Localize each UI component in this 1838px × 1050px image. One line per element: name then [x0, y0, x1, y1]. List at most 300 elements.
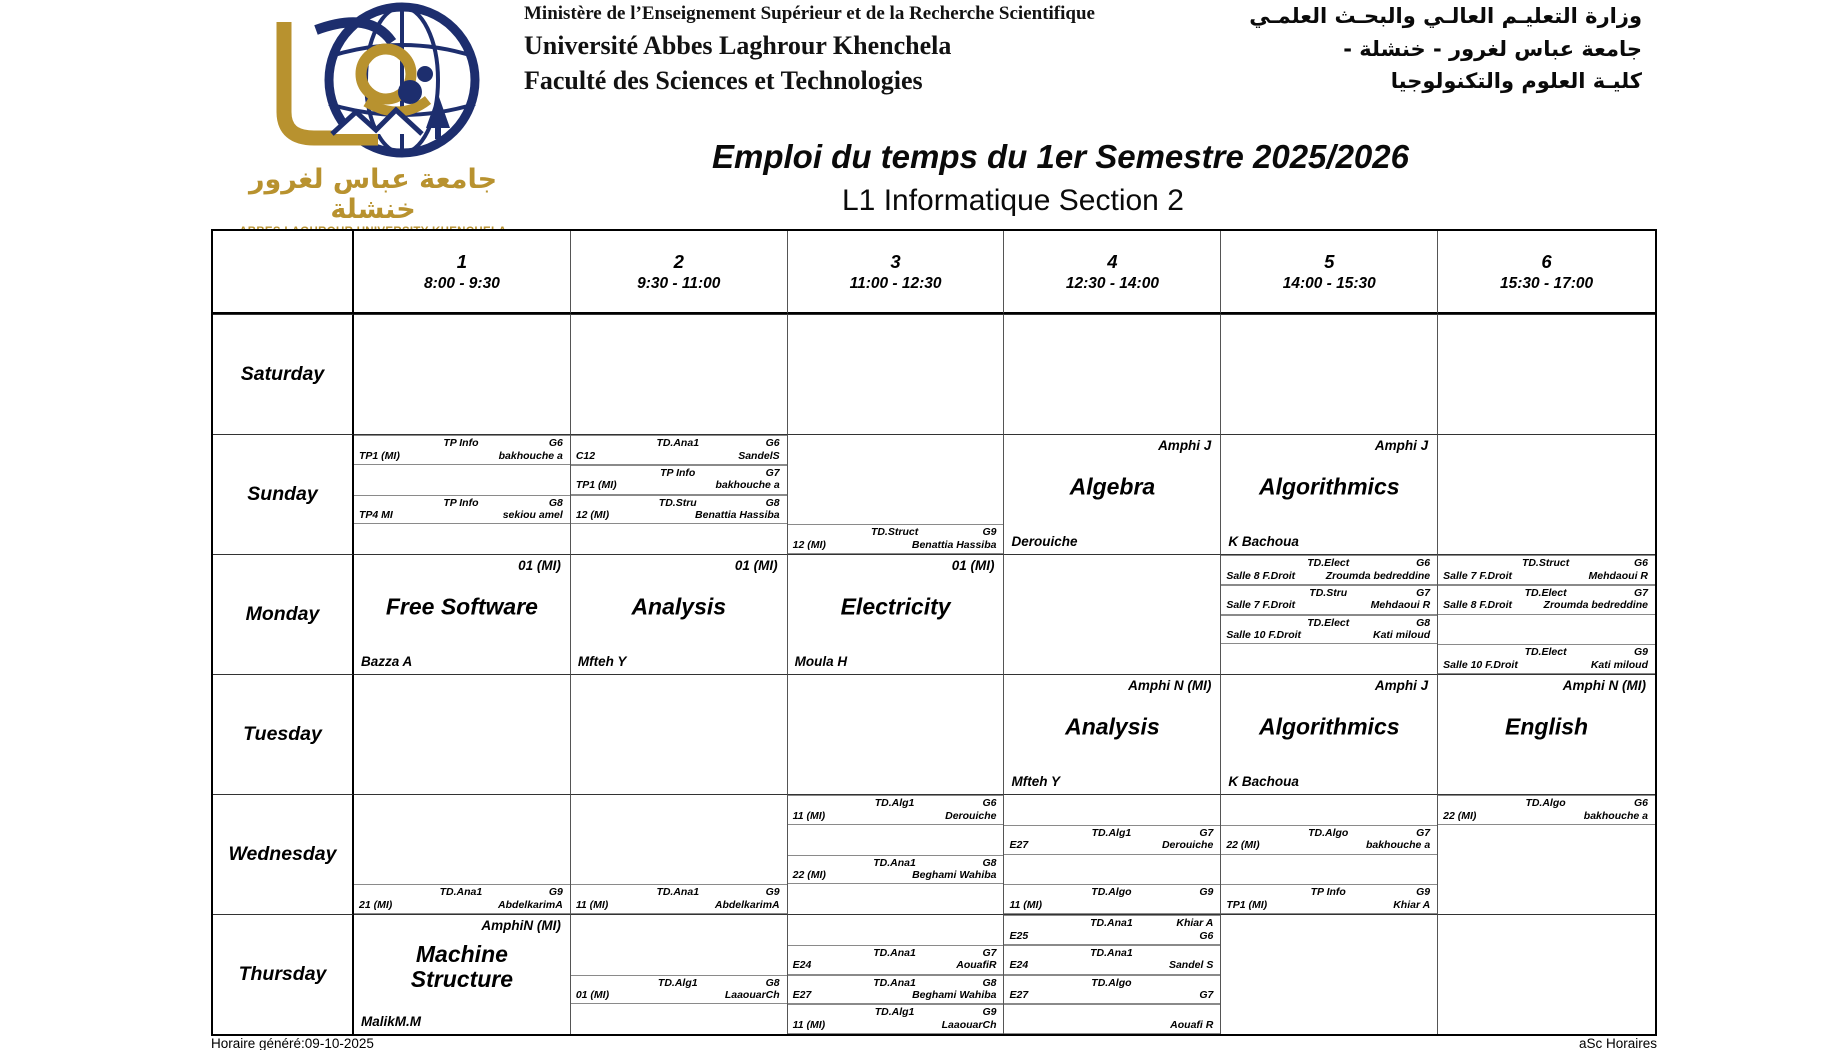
mini-room-label: Salle 7 F.Droit: [1226, 599, 1296, 612]
mini-teacher-label: SandelS: [738, 449, 780, 462]
mini-subject-label: TD.Elect: [1524, 586, 1567, 599]
mini-teacher-label: AouafiR: [956, 959, 997, 972]
class-block: [1438, 555, 1655, 585]
mini-group-label: G9: [1416, 886, 1431, 899]
mini-group-label: G7: [982, 946, 997, 959]
class-block-bottom-line: [1443, 570, 1648, 582]
class-block-bottom-line: [1443, 599, 1648, 611]
mini-teacher-label: Derouiche: [1161, 839, 1214, 852]
logo-caption-arabic: جامعة عباس لغرور خنشلة: [248, 164, 498, 225]
mini-teacher-label: AbdelkarimA: [498, 898, 563, 911]
mini-teacher-label: Zroumda bedreddine: [1543, 599, 1648, 612]
room-label: Amphi J: [1374, 438, 1429, 453]
class-block: [571, 884, 787, 914]
cell-monday-p5: [1221, 554, 1438, 674]
class-block-top-line: [1009, 947, 1213, 959]
room-label: Amphi J: [1374, 678, 1429, 693]
class-block-top-line: [1443, 646, 1648, 658]
day-label-saturday: Saturday: [213, 314, 354, 434]
teacher-label: K Bachoua: [1228, 774, 1299, 789]
class-block: [1438, 644, 1655, 674]
mini-group-label: [1133, 947, 1214, 959]
cell-tuesday-p3: [788, 674, 1005, 794]
class-block-top-line: [1443, 797, 1648, 809]
class-block: [1221, 884, 1437, 914]
period-number: 6: [1541, 250, 1552, 272]
mini-teacher-label: bakhouche a: [715, 479, 780, 492]
mini-subject-label: TD.Ana1: [1090, 946, 1133, 959]
corner-cell: [213, 231, 354, 314]
class-block: [788, 855, 1004, 885]
cell-wednesday-p6: [1438, 794, 1655, 914]
mini-group-label: G8: [982, 976, 997, 989]
class-block-bottom-line: [359, 450, 563, 462]
period-header-3: [788, 231, 1005, 314]
mini-group-label: G6: [1416, 557, 1431, 569]
cell-thursday-p3: [788, 914, 1005, 1034]
class-block: [788, 945, 1004, 975]
mini-room-label: E27: [1009, 989, 1029, 1002]
mini-room-label: E27: [1009, 839, 1029, 852]
cell-saturday-p6: [1438, 314, 1655, 434]
class-block-bottom-line: [1226, 629, 1430, 641]
mini-group-label: G6: [1633, 557, 1648, 569]
class-block-top-line: [1226, 827, 1430, 839]
period-header-1: [354, 231, 571, 314]
mini-group-label: G9: [1633, 646, 1648, 659]
mini-room-label: 12 (MI): [792, 538, 826, 551]
day-label-thursday: Thursday: [213, 914, 354, 1034]
class-block-top-line: [359, 437, 563, 449]
mini-subject-label: TP Info: [443, 496, 479, 509]
class-block-top-line: [1226, 617, 1430, 629]
institution-header-ar: [1172, 0, 1642, 98]
mini-room-label: TP4 MI: [359, 509, 393, 522]
day-label-tuesday: Tuesday: [213, 674, 354, 794]
cell-sunday-p3: [788, 434, 1005, 554]
mini-room-label: Salle 8 F.Droit: [1226, 569, 1296, 582]
mini-group-label: G8: [548, 496, 563, 509]
mini-group-label: G9: [982, 1006, 997, 1019]
class-block-bottom-line: [576, 989, 780, 1001]
university-name-fr: Université Abbes Laghrour Khenchela: [524, 30, 952, 60]
class-block: [1004, 945, 1220, 975]
class-block-top-line: [1443, 557, 1648, 569]
mini-group-label: G7: [1416, 586, 1431, 599]
class-block-bottom-line: [793, 869, 997, 881]
period-time: 15:30 - 17:00: [1500, 274, 1594, 292]
mini-room-label: 22 (MI): [792, 869, 826, 882]
mini-group-label: [1132, 977, 1214, 989]
cell-sunday-p6: [1438, 434, 1655, 554]
mini-teacher-label: Derouiche: [945, 809, 997, 822]
teacher-label: MalikM.M: [361, 1014, 422, 1029]
mini-teacher-label: Beghami Wahiba: [912, 869, 997, 882]
mini-group-label: G6: [1633, 797, 1648, 809]
class-block: [788, 524, 1004, 554]
mini-group-label: G9: [765, 886, 780, 899]
class-block-top-line: [793, 1006, 997, 1018]
class-block: [354, 495, 570, 525]
cell-thursday-p5: [1221, 914, 1438, 1034]
cell-monday-p1: [354, 554, 571, 674]
mini-subject-label: TD.Ana1: [656, 886, 700, 899]
mini-teacher-label: Benattia Hassiba: [911, 538, 997, 551]
class-block: [788, 795, 1004, 825]
class-block-bottom-line: [576, 899, 780, 911]
teacher-label: K Bachoua: [1228, 534, 1299, 549]
cell-monday-p4: [1004, 554, 1221, 674]
class-block-top-line: [793, 797, 997, 809]
mini-teacher-label: Zroumda bedreddine: [1325, 569, 1431, 582]
mini-teacher-label: Beghami Wahiba: [912, 989, 997, 1002]
period-time: 11:00 - 12:30: [849, 274, 942, 292]
class-block-bottom-line: [1009, 959, 1213, 971]
cell-tuesday-p6: [1438, 674, 1655, 794]
class-block-bottom-line: [793, 539, 997, 551]
class-block-bottom-line: [793, 959, 997, 971]
faculty-name-fr: Faculté des Sciences et Technologies: [524, 66, 923, 96]
mini-teacher-label: Mehdaoui R: [1370, 599, 1431, 612]
period-time: 9:30 - 11:00: [637, 274, 721, 292]
university-logo: [220, 0, 526, 238]
mini-group-label: G9: [982, 526, 997, 539]
subject-label: Free Software: [385, 593, 538, 620]
cell-wednesday-p2: [571, 794, 788, 914]
mini-subject-label: TD.Stru: [1309, 586, 1348, 599]
university-logo-icon: [220, 0, 526, 168]
cell-sunday-p4: [1004, 434, 1221, 554]
day-label-wednesday: Wednesday: [213, 794, 354, 914]
institution-header-fr: [524, 2, 1244, 98]
class-block-top-line: [1226, 886, 1430, 898]
mini-subject-label: TD.Elect: [1307, 616, 1350, 629]
period-header-2: [571, 231, 788, 314]
teacher-label: Derouiche: [1011, 534, 1078, 549]
class-block-bottom-line: [576, 450, 780, 462]
mini-teacher-label: bakhouche a: [498, 449, 563, 462]
mini-room-label: 22 (MI): [1226, 839, 1260, 852]
period-time: 12:30 - 14:00: [1065, 274, 1159, 292]
cell-tuesday-p2: [571, 674, 788, 794]
cell-saturday-p3: [788, 314, 1005, 434]
class-block-top-line: [793, 977, 997, 989]
generated-date-label: Horaire généré:09-10-2025: [211, 1036, 374, 1050]
room-label: 01 (MI): [951, 558, 995, 573]
mini-subject-label: TD.Alg1: [874, 797, 915, 809]
cell-thursday-p4: [1004, 914, 1221, 1034]
teacher-label: Moula H: [794, 654, 848, 669]
class-block: [1221, 555, 1437, 585]
period-header-6: [1438, 231, 1655, 314]
class-block: [1438, 585, 1655, 615]
mini-teacher-label: Khiar A: [1393, 898, 1431, 911]
class-block: [788, 1004, 1004, 1034]
class-block-top-line: [576, 886, 780, 898]
cell-monday-p2: [571, 554, 788, 674]
class-block: [1004, 1004, 1220, 1034]
mini-room-label: 12 (MI): [575, 509, 610, 522]
mini-group-label: G6: [548, 437, 563, 449]
class-block-top-line: [1226, 557, 1430, 569]
mini-room-label: 22 (MI): [1443, 809, 1477, 822]
mini-subject-label: TD.Ana1: [873, 856, 916, 869]
mini-subject-label: TD.Ana1: [656, 437, 700, 449]
class-block-bottom-line: [793, 810, 997, 822]
mini-subject-label: TD.Ana1: [873, 976, 916, 989]
cell-saturday-p2: [571, 314, 788, 434]
class-block-top-line: [576, 467, 780, 479]
class-block-bottom-line: [1443, 659, 1648, 671]
mini-group-label: G8: [765, 496, 780, 509]
cell-monday-p6: [1438, 554, 1655, 674]
cell-thursday-p6: [1438, 914, 1655, 1034]
cell-wednesday-p3: [788, 794, 1005, 914]
cell-tuesday-p5: [1221, 674, 1438, 794]
page-title: Emploi du temps du 1er Semestre 2025/2026: [712, 138, 1409, 175]
mini-teacher-label: bakhouche a: [1365, 839, 1431, 852]
room-label: Amphi N (MI): [1128, 678, 1212, 693]
mini-group-label: G6: [765, 437, 780, 449]
mini-room-label: 01 (MI): [575, 989, 610, 1002]
mini-group-label: Khiar A: [1176, 917, 1214, 929]
period-number: 2: [673, 250, 684, 272]
subject-label: Algorithmics: [1258, 713, 1400, 740]
mini-room-label: TP1 (MI): [1226, 898, 1268, 911]
room-label: Amphi J: [1158, 438, 1212, 453]
subject-label: Machine Structure: [410, 941, 514, 993]
mini-group-label: G7: [765, 466, 780, 479]
subject-label: Algebra: [1069, 473, 1156, 500]
class-block: [354, 435, 570, 465]
day-label-monday: Monday: [213, 554, 354, 674]
class-block-top-line: [1009, 886, 1213, 898]
mini-room-label: 11 (MI): [792, 809, 826, 822]
mini-subject-label: TD.Ana1: [873, 946, 916, 959]
cell-wednesday-p5: [1221, 794, 1438, 914]
mini-subject-label: TD.Ana1: [1090, 917, 1133, 929]
class-block: [1221, 615, 1437, 645]
class-block-bottom-line: [359, 899, 563, 911]
mini-room-label: 11 (MI): [575, 898, 609, 911]
class-block: [1221, 585, 1437, 615]
cell-saturday-p4: [1004, 314, 1221, 434]
room-label: AmphiN (MI): [481, 918, 561, 933]
ministry-name-ar: وزارة التعليـم العالـي والبحـث العلمـي: [1249, 4, 1642, 28]
cell-saturday-p1: [354, 314, 571, 434]
class-block-bottom-line: [576, 479, 780, 491]
class-block-bottom-line: [1009, 839, 1213, 851]
period-header-4: [1004, 231, 1221, 314]
subject-label: Analysis: [1065, 713, 1160, 740]
class-block-bottom-line: [576, 509, 780, 521]
mini-subject-label: TP Info: [660, 466, 696, 479]
mini-group-label: G7: [1416, 826, 1431, 839]
period-number: 1: [456, 250, 468, 272]
mini-room-label: 11 (MI): [1009, 898, 1042, 911]
period-time: 14:00 - 15:30: [1282, 274, 1376, 292]
class-block: [571, 465, 787, 495]
mini-room-label: 11 (MI): [792, 1018, 826, 1031]
class-block-bottom-line: [1009, 1019, 1213, 1031]
class-block: [571, 495, 787, 525]
class-block-bottom-line: [1009, 899, 1213, 911]
mini-room-label: Salle 10 F.Droit: [1443, 658, 1518, 671]
subject-label: English: [1505, 713, 1589, 740]
mini-subject-label: TD.Algo: [1525, 797, 1566, 809]
class-block: [354, 884, 570, 914]
period-number: 4: [1107, 250, 1118, 272]
class-block-top-line: [793, 857, 997, 869]
class-block-top-line: [576, 977, 780, 989]
room-label: 01 (MI): [734, 558, 778, 573]
cell-wednesday-p4: [1004, 794, 1221, 914]
mini-teacher-label: AbdelkarimA: [714, 898, 780, 911]
period-number: 3: [890, 250, 901, 272]
mini-teacher-label: Kati miloud: [1372, 629, 1431, 642]
class-block-bottom-line: [1226, 899, 1430, 911]
class-block-top-line: [1009, 827, 1213, 839]
class-block-top-line: [1009, 917, 1213, 929]
class-block-top-line: [1009, 977, 1213, 989]
period-header-5: [1221, 231, 1438, 314]
mini-subject-label: TD.Alg1: [874, 1006, 915, 1019]
mini-room-label: Salle 7 F.Droit: [1443, 569, 1513, 582]
room-label: Amphi N (MI): [1562, 678, 1646, 693]
mini-teacher-label: Mehdaoui R: [1588, 569, 1648, 582]
mini-room-label: 21 (MI): [359, 898, 393, 911]
cell-thursday-p1: [354, 914, 571, 1034]
faculty-name-ar: كليـة العلوم والتكنولوجيا: [1390, 69, 1642, 94]
mini-group-label: G6: [982, 797, 997, 809]
class-block-bottom-line: [1226, 570, 1430, 582]
mini-subject-label: TD.Elect: [1307, 557, 1350, 569]
mini-group-label: G8: [765, 976, 780, 989]
mini-teacher-label: sekiou amel: [502, 509, 563, 522]
mini-room-label: TP1 (MI): [359, 449, 400, 462]
mini-subject-label: TD.Elect: [1524, 646, 1567, 659]
mini-subject-label: TD.Algo: [1091, 976, 1132, 989]
ministry-name-fr: Ministère de l’Enseignement Supérieur et de la Recherche Scientifique: [524, 3, 1095, 24]
mini-subject-label: TD.Ana1: [439, 886, 483, 899]
cell-wednesday-p1: [354, 794, 571, 914]
mini-group-label: G7: [1199, 826, 1214, 839]
class-block-top-line: [576, 437, 780, 449]
university-name-ar: جامعة عباس لغرور - خنشلة -: [1343, 36, 1642, 61]
class-block-top-line: [793, 526, 997, 538]
mini-room-label: Salle 8 F.Droit: [1443, 599, 1513, 612]
class-block: [1004, 915, 1220, 945]
cell-monday-p3: [788, 554, 1005, 674]
subject-label: Algorithmics: [1258, 473, 1400, 500]
room-label: 01 (MI): [518, 558, 561, 573]
teacher-label: Mfteh Y: [1011, 774, 1060, 789]
class-block: [1221, 825, 1437, 855]
mini-teacher-label: G7: [1199, 989, 1214, 1002]
class-block-top-line: [359, 886, 563, 898]
subject-label: Analysis: [631, 593, 727, 620]
day-label-sunday: Sunday: [213, 434, 354, 554]
period-number: 5: [1324, 250, 1335, 272]
cell-saturday-p5: [1221, 314, 1438, 434]
mini-teacher-label: LaaouarCh: [724, 989, 780, 1002]
class-block-bottom-line: [359, 509, 563, 521]
class-block-bottom-line: [1009, 989, 1213, 1001]
class-block-bottom-line: [1226, 839, 1430, 851]
page-subtitle: L1 Informatique Section 2: [842, 184, 1184, 217]
subject-label: Electricity: [840, 593, 951, 620]
class-block: [1004, 975, 1220, 1005]
mini-subject-label: TD.Struct: [1521, 557, 1570, 569]
timetable-grid: [211, 229, 1657, 1036]
mini-group-label: G8: [982, 856, 997, 869]
mini-teacher-label: Sandel S: [1168, 959, 1214, 972]
mini-subject-label: TD.Stru: [658, 496, 697, 509]
class-block-top-line: [359, 497, 563, 509]
mini-group-label: G9: [548, 886, 563, 899]
mini-subject-label: TP Info: [443, 437, 479, 449]
class-block-top-line: [576, 497, 780, 509]
mini-room-label: TP1 (MI): [575, 479, 617, 492]
mini-room-label: E25: [1009, 929, 1029, 942]
mini-room-label: E27: [792, 989, 812, 1002]
class-block-bottom-line: [1226, 599, 1430, 611]
class-block: [1004, 884, 1220, 914]
mini-group-label: G9: [1199, 886, 1214, 899]
period-time: 8:00 - 9:30: [424, 274, 500, 292]
mini-room-label: E24: [1009, 959, 1029, 972]
cell-tuesday-p1: [354, 674, 571, 794]
mini-subject-label: TP Info: [1310, 886, 1346, 899]
class-block-bottom-line: [1009, 930, 1213, 942]
asc-brand-label: aSc Horaires: [1578, 1036, 1657, 1050]
mini-subject-label: TD.Struct: [870, 526, 919, 539]
mini-group-label: G7: [1633, 586, 1648, 599]
mini-teacher-label: LaaouarCh: [941, 1018, 997, 1031]
class-block-top-line: [1443, 587, 1648, 599]
cell-sunday-p1: [354, 434, 571, 554]
class-block-top-line: [793, 947, 997, 959]
cell-tuesday-p4: [1004, 674, 1221, 794]
class-block: [788, 975, 1004, 1005]
mini-subject-label: TD.Algo: [1091, 886, 1132, 899]
cell-sunday-p5: [1221, 434, 1438, 554]
footer: [211, 1036, 1657, 1050]
class-block-bottom-line: [793, 989, 997, 1001]
mini-teacher-label: G6: [1199, 929, 1214, 942]
mini-room-label: C12: [575, 449, 596, 462]
class-block: [1438, 795, 1655, 825]
mini-teacher-label: Aouafi R: [1170, 1018, 1214, 1031]
mini-teacher-label: Benattia Hassiba: [695, 509, 780, 522]
mini-teacher-label: Kati miloud: [1590, 658, 1648, 671]
cell-sunday-p2: [571, 434, 788, 554]
mini-room-label: Salle 10 F.Droit: [1226, 629, 1302, 642]
class-block-bottom-line: [1443, 810, 1648, 822]
mini-group-label: G8: [1416, 616, 1431, 629]
mini-teacher-label: bakhouche a: [1583, 809, 1648, 822]
class-block: [571, 435, 787, 465]
mini-room-label: E24: [792, 959, 812, 972]
class-block: [571, 975, 787, 1005]
class-block-bottom-line: [793, 1019, 997, 1031]
class-block-top-line: [1226, 587, 1430, 599]
mini-subject-label: TD.Algo: [1308, 826, 1349, 839]
teacher-label: Mfteh Y: [577, 654, 627, 669]
mini-subject-label: TD.Alg1: [657, 976, 698, 989]
cell-thursday-p2: [571, 914, 788, 1034]
teacher-label: Bazza A: [361, 654, 413, 669]
